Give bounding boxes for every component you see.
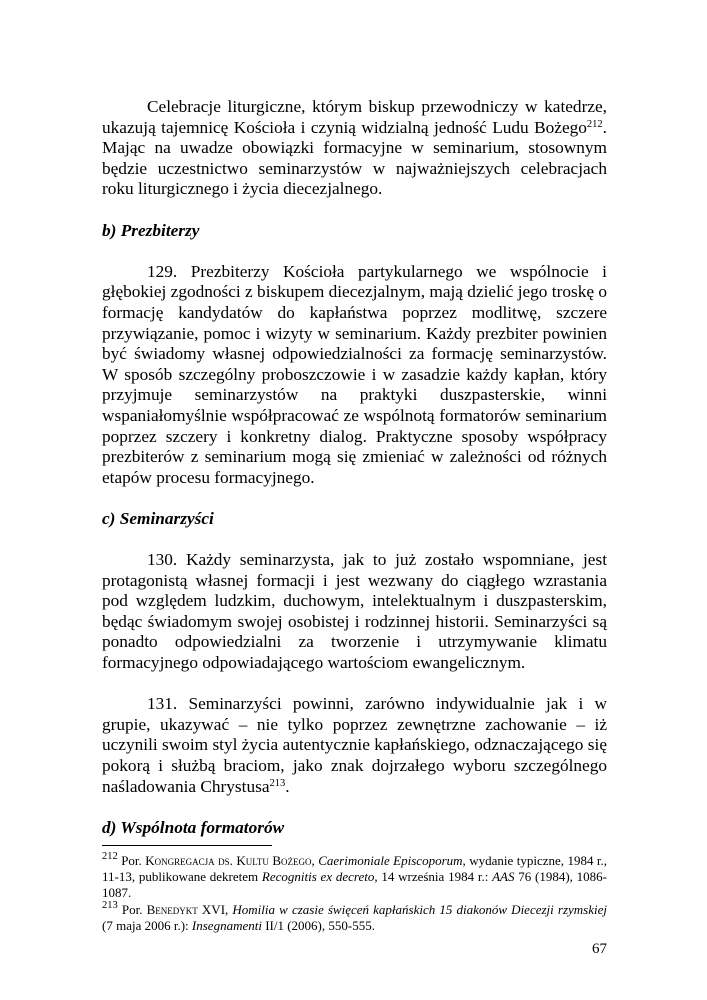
footnote-text: II/1 (2006), 550-555. (261, 917, 375, 933)
footnote-number: 213 (102, 899, 118, 911)
footnote-ref-213[interactable]: 213 (269, 777, 286, 789)
footnote-text: XVI, (197, 901, 233, 917)
section-heading-presbyters: b) Prezbiterzy (102, 220, 200, 240)
footnote-title: Homilia w czasie święceń kapłańskich 15 diakonów Diecezji rzymskiej (232, 901, 608, 917)
main-text (102, 97, 607, 838)
footnote-author: Benedykt (146, 901, 198, 917)
footnote-author: Kongregacja ds. Kultu Bożego (145, 853, 312, 868)
footnotes (102, 853, 607, 934)
footnote-text: , 14 września 1984 r.: (374, 869, 493, 885)
paragraph-130: 130. Każdy seminarzysta, jak to już zostało wspomniane, jest protagonistą własnej formacji i jest wezwany do ciągłego wzrastania pod względem ludzkim, duchowym, intelektualnym i duszpasterskim, będąc świadomym swojej osobistej i rodzinnej historii. Seminarzyści są ponadto odpowiedzialni za tworzenie i utrzymywanie klimatu formacyjnego odpowiadającego wartościom ewangelicznym. (102, 550, 607, 673)
page-number: 67 (592, 941, 607, 957)
footnote-separator (102, 845, 272, 846)
footnote-journal: Insegnamenti (191, 917, 262, 933)
footnote-text: (7 maja 2006 r.): (102, 917, 192, 933)
footnote-text: Por. (117, 901, 147, 917)
footnote-ref-212[interactable]: 212 (586, 118, 603, 130)
paragraph-131 (102, 694, 607, 797)
footnote-text: , (311, 853, 319, 868)
footnote-212 (102, 853, 607, 902)
paragraph-text: 131. Seminarzyści powinni, zarówno indywidualnie jak i w grupie, ukazywać – nie tylko poprzez zewnętrzne zachowanie – iż uczynili swoim styl życia autentycznie kapłańskiego, odznaczającego się pokorą i służbą braciom, jako znak dojrzałego wyboru szczególnego naśladowania Chrystusa (102, 694, 607, 796)
footnote-title: Caerimoniale Episcoporum (318, 853, 463, 868)
footnote-journal: AAS (492, 869, 515, 885)
footnote-213 (102, 899, 608, 934)
paragraph-129: 129. Prezbiterzy Kościoła partykularnego we wspólnocie i głębokiej zgodności z biskupem diecezjalnym, mają dzielić jego troskę o formację kandydatów do kapłaństwa poprzez modlitwę, szczere przywiązanie, pomoc i wizyty w seminarium. Każdy prezbiter powinien być świadomy własnej odpowiedzialności za formację seminarzystów. W sposób szczególny proboszczowie i w zasadzie każdy kapłan, który przyjmuje seminarzystów na praktyki duszpasterskie, winni wspaniałomyślnie współpracować ze wspólnotą formatorów seminarium poprzez szczery i konkretny dialog. Praktyczne sposoby współpracy prezbiterów z seminarium mogą się zmieniać w zależności od różnych etapów procesu formacyjnego. (102, 261, 607, 487)
paragraph-text: Celebracje liturgiczne, którym biskup przewodniczy w katedrze, ukazują tajemnicę Kościoła i czynią widzialną jedność Ludu Bożego (102, 97, 607, 137)
paragraph-text: . Mając na uwadze obowiązki formacyjne w seminarium, stosownym będzie uczestnictwo seminarzystów w najważniejszych celebracjach roku liturgicznego i życia diecezjalnego. (102, 117, 607, 199)
paragraph-text: . (285, 776, 290, 796)
footnote-decree: Recognitis ex decreto (261, 869, 375, 885)
footnote-text: , wydanie typiczne, 1984 r., 11-13, publikowane dekretem (102, 853, 608, 885)
footnote-text: Por. (117, 853, 146, 868)
paragraph-liturgical-celebrations (102, 97, 607, 200)
section-heading-seminarians: c) Seminarzyści (102, 508, 214, 528)
section-heading-formators: d) Wspólnota formatorów (102, 817, 285, 837)
footnote-text: 76 (1984), 1086-1087. (102, 869, 607, 901)
footnote-number: 212 (102, 851, 118, 862)
